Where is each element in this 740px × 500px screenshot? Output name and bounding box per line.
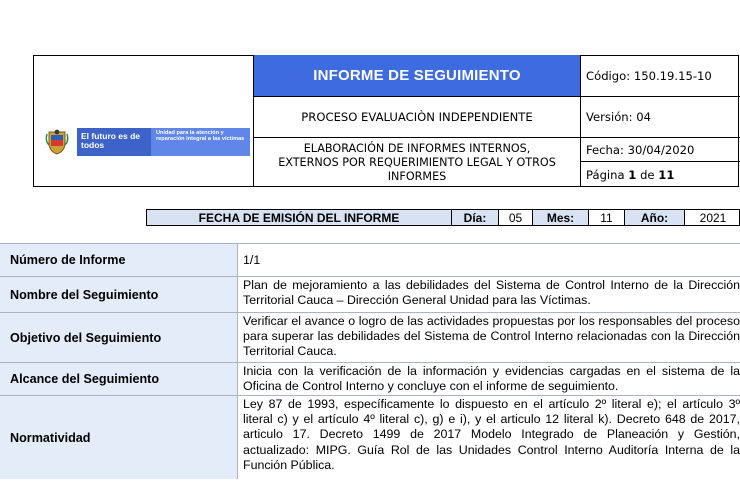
month-label: Mes: — [533, 210, 589, 225]
row-label: Alcance del Seguimiento — [0, 363, 238, 395]
page-current: 1 — [628, 167, 637, 182]
day-label: Día: — [452, 210, 499, 225]
page-prefix: Página — [586, 167, 625, 182]
coat-of-arms-icon — [45, 129, 69, 155]
row-label: Objetivo del Seguimiento — [0, 313, 238, 362]
document-version: Versión: 04 — [581, 97, 740, 138]
row-value: Inicia con la verificación de la información y evidencias cargadas en el sistema de la Oficina de Control Interno y concluye con el informe de seguimiento. — [243, 364, 740, 394]
year-label: Año: — [625, 210, 685, 225]
row-label: Nombre del Seguimiento — [0, 277, 238, 312]
row-value: Ley 87 de 1993, específicamente lo dispuesto en el artículo 2º literal e); el artículo 3º literal c) y el artículo 4º literal c), g) e i), y el articulo 12 literal k). Decreto 648 de 2017, articulo 17. Decreto 1499 de 2017 Modelo Integrado de Planeación y Gestión, actualizado: MIPG. Guía Rol de las Unidades Control Interno Auditoría Interna de la Función Pública. — [243, 397, 740, 472]
year-value: 2021 — [699, 210, 727, 225]
row-value: 1/1 — [243, 253, 261, 267]
page-of: de — [640, 167, 655, 182]
subprocess-name: ELABORACIÓN DE INFORMES INTERNOS, EXTERNOS POR REQUERIMIENTO LEGAL Y OTROS INFORMES — [278, 141, 556, 183]
process-name: PROCESO EVALUACIÒN INDEPENDIENTE — [254, 97, 580, 138]
document-meta — [580, 55, 739, 187]
emission-date-bar — [146, 209, 740, 226]
emission-label: FECHA DE EMISIÓN DEL INFORME — [147, 210, 452, 225]
page-indicator — [581, 162, 740, 187]
subprocess-cell — [254, 138, 580, 187]
logo-cell — [33, 55, 254, 187]
row-value: Plan de mejoramiento a las debilidades del Sistema de Control Interno de la Dirección Territorial Cauca – Dirección General Unidad para las Víctimas. — [243, 278, 740, 308]
document-code: Código: 150.19.15-10 — [581, 55, 740, 97]
document-date: Fecha: 30/04/2020 — [581, 138, 740, 162]
table-row — [0, 243, 740, 276]
month-value: 11 — [589, 210, 625, 225]
row-label: Normatividad — [0, 396, 238, 479]
logo-unit-text: Unidad para la atención y reparación integral a las víctimas — [156, 130, 245, 143]
table-row — [0, 276, 740, 312]
day-value: 05 — [499, 210, 533, 225]
table-row — [0, 362, 740, 395]
row-label: Número de Informe — [0, 244, 238, 276]
report-title-cell — [254, 55, 580, 97]
institution-logo — [37, 125, 253, 159]
table-row — [0, 312, 740, 362]
document-header — [33, 55, 740, 188]
report-title: INFORME DE SEGUIMIENTO — [313, 67, 521, 84]
row-value: Verificar el avance o logro de las actividades propuestas por los responsables del proceso para superar las debilidades del Sistema de Control Interno relacionadas con la Dirección Territorial Cauca. — [243, 314, 740, 359]
table-row — [0, 395, 740, 479]
logo-brand-text: El futuro es de todos — [81, 131, 141, 150]
page-total: 11 — [658, 167, 675, 182]
